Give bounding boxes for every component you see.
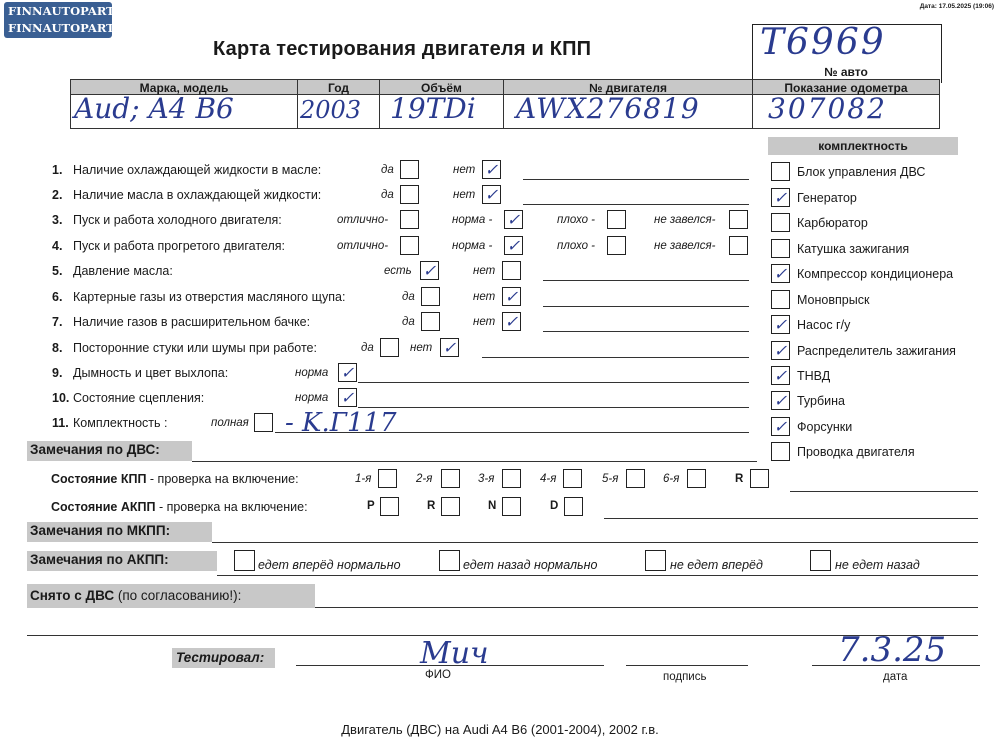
q9-normal-checkbox[interactable]: ✓	[338, 363, 357, 382]
remarks-akpp-line	[217, 575, 978, 576]
q3-nostart-label: не завелся-	[654, 214, 716, 226]
akpp-r-checkbox[interactable]	[441, 497, 460, 516]
kpp-gear2-checkbox[interactable]	[441, 469, 460, 488]
comp-carburetor-checkbox[interactable]	[771, 213, 790, 232]
akpp-no-backward-checkbox[interactable]	[810, 550, 831, 571]
q4-normal-checkbox[interactable]: ✓	[504, 236, 523, 255]
odometer-header: Показание одометра	[752, 79, 940, 95]
akpp-forward-normal-label: едет вперёд нормально	[258, 558, 401, 572]
comp-injectors-checkbox[interactable]: ✓	[771, 417, 790, 436]
remarks-mkpp-label: Замечания по МКПП:	[30, 523, 171, 538]
q2-note-line	[523, 204, 749, 205]
q2-text: Наличие масла в охлаждающей жидкости:	[73, 188, 322, 202]
q8-net-label: нет	[410, 342, 433, 354]
q3-normal-checkbox[interactable]: ✓	[504, 210, 523, 229]
q2-net-label: нет	[453, 189, 476, 201]
fio-label: ФИО	[425, 669, 451, 681]
car-number-label: № авто	[824, 65, 868, 79]
q3-bad-label: плохо -	[557, 214, 595, 226]
form-title: Карта тестирования двигателя и КПП	[213, 38, 592, 60]
date-stamp: Дата: 17.05.2025 (19:06)	[919, 3, 994, 10]
signature-line	[626, 665, 748, 666]
q8-da-label: да	[361, 342, 374, 354]
q7-da-checkbox[interactable]	[421, 312, 440, 331]
q4-excellent-checkbox[interactable]	[400, 236, 419, 255]
engine-number-header: № двигателя	[503, 79, 753, 95]
q4-text: Пуск и работа прогретого двигателя:	[73, 239, 285, 253]
comp-ac-compressor-label: Компрессор кондиционера	[797, 267, 954, 281]
q10-num: 10.	[52, 391, 70, 405]
q6-num: 6.	[52, 290, 63, 304]
q5-text: Давление масла:	[73, 264, 173, 278]
signature-label: подпись	[663, 671, 707, 683]
akpp-d-label: D	[550, 500, 559, 512]
comp-wiring-checkbox[interactable]	[771, 442, 790, 461]
q4-bad-checkbox[interactable]	[607, 236, 626, 255]
q3-num: 3.	[52, 213, 63, 227]
logo: FINNAUTOPARTS FINNAUTOPARTS	[4, 2, 112, 38]
kpp-reverse-label: R	[735, 473, 744, 485]
q1-num: 1.	[52, 163, 63, 177]
q4-nostart-label: не завелся-	[654, 240, 716, 252]
remarks-dvs-label: Замечания по ДВС:	[30, 442, 160, 457]
q4-num: 4.	[52, 239, 63, 253]
q9-num: 9.	[52, 366, 63, 380]
q5-net-checkbox[interactable]	[502, 261, 521, 280]
q9-normal-label: норма	[295, 367, 329, 379]
remarks-mkpp-line	[212, 542, 978, 543]
q7-net-checkbox[interactable]: ✓	[502, 312, 521, 331]
q1-note-line	[523, 179, 749, 180]
q6-text: Картерные газы из отверстия масляного щупа:	[73, 290, 346, 304]
comp-injection-pump-label: ТНВД	[797, 369, 831, 383]
q3-nostart-checkbox[interactable]	[729, 210, 748, 229]
kpp-gear1-label: 1-я	[355, 473, 372, 485]
volume-value: 19TDi	[390, 92, 476, 125]
date-handwriting: 7.3.25	[838, 630, 947, 670]
tested-label: Тестировал:	[176, 650, 265, 665]
comp-coil-label: Катушка зажигания	[797, 242, 910, 256]
comp-distributor-checkbox[interactable]: ✓	[771, 341, 790, 360]
q6-net-label: нет	[473, 291, 496, 303]
q4-excellent-label: отлично-	[337, 240, 389, 252]
volume-header: Объём	[379, 79, 504, 95]
q5-net-label: нет	[473, 265, 496, 277]
akpp-no-forward-label: не едет вперёд	[670, 558, 763, 572]
q1-net-checkbox[interactable]: ✓	[482, 160, 501, 179]
kpp-gear3-checkbox[interactable]	[502, 469, 521, 488]
q9-text: Дымность и цвет выхлопа:	[73, 366, 229, 380]
comp-power-steering-pump-checkbox[interactable]: ✓	[771, 315, 790, 334]
q5-est-label: есть	[384, 265, 412, 277]
kpp-gear6-checkbox[interactable]	[687, 469, 706, 488]
q10-text: Состояние сцепления:	[73, 391, 205, 405]
q7-num: 7.	[52, 315, 63, 329]
q4-normal-label: норма -	[452, 240, 493, 252]
q2-da-label: да	[381, 189, 394, 201]
akpp-r-label: R	[427, 500, 436, 512]
kpp-gear4-label: 4-я	[540, 473, 557, 485]
q5-note-line	[543, 280, 749, 281]
q2-net-checkbox[interactable]: ✓	[482, 185, 501, 204]
akpp-backward-normal-label: едет назад нормально	[463, 558, 598, 572]
akpp-p-label: P	[367, 500, 375, 512]
comp-ac-compressor-checkbox[interactable]: ✓	[771, 264, 790, 283]
q3-text: Пуск и работа холодного двигателя:	[73, 213, 282, 227]
kpp-label-row: Состояние КПП - проверка на включение:	[51, 472, 299, 486]
q11-text: Комплектность :	[73, 416, 168, 430]
comp-power-steering-pump-label: Насос г/у	[797, 318, 851, 332]
kpp-gear4-checkbox[interactable]	[563, 469, 582, 488]
q7-text: Наличие газов в расширительном бачке:	[73, 315, 311, 329]
year-value: 2003	[300, 96, 362, 124]
kpp-gear5-label: 5-я	[602, 473, 619, 485]
comp-turbo-label: Турбина	[797, 394, 845, 408]
q10-note-line	[358, 407, 749, 408]
remarks-dvs-line	[192, 461, 757, 462]
kpp-gear3-label: 3-я	[478, 473, 495, 485]
q6-da-label: да	[402, 291, 415, 303]
kpp-note-line	[790, 491, 978, 492]
q3-normal-label: норма -	[452, 214, 493, 226]
q4-nostart-checkbox[interactable]	[729, 236, 748, 255]
q2-da-checkbox[interactable]	[400, 185, 419, 204]
akpp-no-forward-checkbox[interactable]	[645, 550, 666, 571]
q11-note-handwriting: - K.Г117	[285, 408, 397, 438]
comp-injection-pump-checkbox[interactable]: ✓	[771, 366, 790, 385]
q11-full-checkbox[interactable]	[254, 413, 273, 432]
comp-coil-checkbox[interactable]	[771, 239, 790, 258]
akpp-n-label: N	[488, 500, 497, 512]
kpp-gear1-checkbox[interactable]	[378, 469, 397, 488]
make-header: Марка, модель	[70, 79, 298, 95]
removed-line	[315, 607, 978, 608]
q2-num: 2.	[52, 188, 63, 202]
comp-carburetor-label: Карбюратор	[797, 216, 868, 230]
comp-generator-checkbox[interactable]: ✓	[771, 188, 790, 207]
akpp-note-line	[604, 518, 978, 519]
akpp-p-checkbox[interactable]	[380, 497, 399, 516]
q3-excellent-label: отлично-	[337, 214, 389, 226]
q7-note-line	[543, 331, 749, 332]
q9-note-line	[358, 382, 749, 383]
akpp-d-checkbox[interactable]	[564, 497, 583, 516]
q1-text: Наличие охлаждающей жидкости в масле:	[73, 163, 322, 177]
q7-net-label: нет	[473, 316, 496, 328]
q8-text: Посторонние стуки или шумы при работе:	[73, 341, 317, 355]
q1-da-checkbox[interactable]	[400, 160, 419, 179]
comp-ecu-checkbox[interactable]	[771, 162, 790, 181]
removed-label-row: Снято с ДВС (по согласованию!):	[30, 588, 242, 603]
odometer-value: 307082	[768, 92, 887, 125]
q5-num: 5.	[52, 264, 63, 278]
q8-da-checkbox[interactable]	[380, 338, 399, 357]
akpp-forward-normal-checkbox[interactable]	[234, 550, 255, 571]
comp-ecu-label: Блок управления ДВС	[797, 165, 926, 179]
kpp-reverse-checkbox[interactable]	[750, 469, 769, 488]
q6-net-checkbox[interactable]: ✓	[502, 287, 521, 306]
q10-normal-label: норма	[295, 392, 329, 404]
q8-num: 8.	[52, 341, 63, 355]
completeness-header: комплектность	[768, 137, 958, 155]
q8-net-checkbox[interactable]: ✓	[440, 338, 459, 357]
akpp-n-checkbox[interactable]	[502, 497, 521, 516]
remarks-akpp-label: Замечания по АКПП:	[30, 552, 169, 567]
comp-generator-label: Генератор	[797, 191, 857, 205]
q11-full-label: полная	[211, 417, 249, 429]
q1-da-label: да	[381, 164, 394, 176]
comp-monoinjection-label: Моновпрыск	[797, 293, 870, 307]
make-value: Aud; A4 B6	[74, 92, 234, 125]
engine-number-value: AWX276819	[516, 92, 700, 125]
separator-line	[27, 635, 978, 636]
kpp-gear2-label: 2-я	[416, 473, 433, 485]
akpp-label-row: Состояние АКПП - проверка на включение:	[51, 500, 308, 514]
q6-da-checkbox[interactable]	[421, 287, 440, 306]
year-header: Год	[297, 79, 380, 95]
signature-handwriting: Мич	[420, 636, 489, 671]
date-label: дата	[883, 671, 908, 683]
comp-injectors-label: Форсунки	[797, 420, 853, 434]
q3-excellent-checkbox[interactable]	[400, 210, 419, 229]
q5-est-checkbox[interactable]: ✓	[420, 261, 439, 280]
comp-monoinjection-checkbox[interactable]	[771, 290, 790, 309]
kpp-gear6-label: 6-я	[663, 473, 680, 485]
q10-normal-checkbox[interactable]: ✓	[338, 388, 357, 407]
comp-distributor-label: Распределитель зажигания	[797, 344, 956, 358]
q11-num: 11.	[52, 416, 69, 430]
q1-net-label: нет	[453, 164, 476, 176]
q3-bad-checkbox[interactable]	[607, 210, 626, 229]
akpp-no-backward-label: не едет назад	[835, 558, 920, 572]
kpp-gear5-checkbox[interactable]	[626, 469, 645, 488]
q8-note-line	[482, 357, 749, 358]
comp-wiring-label: Проводка двигателя	[797, 445, 915, 459]
comp-turbo-checkbox[interactable]: ✓	[771, 391, 790, 410]
car-number-value: T6969	[760, 22, 886, 63]
q4-bad-label: плохо -	[557, 240, 595, 252]
akpp-backward-normal-checkbox[interactable]	[439, 550, 460, 571]
q6-note-line	[543, 306, 749, 307]
q7-da-label: да	[402, 316, 415, 328]
image-caption: Двигатель (ДВС) на Audi A4 B6 (2001-2004), 2002 г.в.	[341, 722, 659, 737]
